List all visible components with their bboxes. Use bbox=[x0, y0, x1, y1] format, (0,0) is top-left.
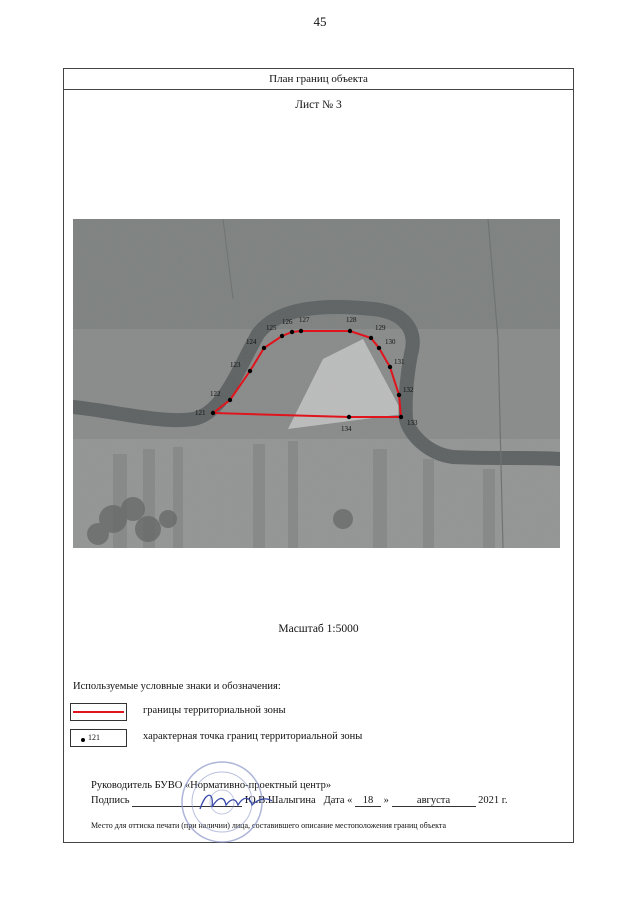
sheet-number: Лист № 3 bbox=[295, 99, 342, 111]
boundary-point-label-123: 123 bbox=[230, 361, 241, 369]
legend-item-boundary bbox=[70, 703, 550, 725]
point-symbol bbox=[70, 729, 127, 747]
boundary-point-label-131: 131 bbox=[394, 358, 405, 366]
boundary-point-label-122: 122 bbox=[210, 390, 221, 398]
page-number: 45 bbox=[313, 14, 327, 29]
boundary-point-124 bbox=[262, 346, 266, 350]
boundary-point-label-125: 125 bbox=[266, 324, 277, 332]
handwritten-signature-image bbox=[196, 787, 276, 817]
date-day: 18 bbox=[355, 795, 381, 807]
boundary-point-label-128: 128 bbox=[346, 316, 357, 324]
signature-line bbox=[91, 795, 508, 807]
signature-org-line: Руководитель БУВО «Нормативно-проектный центр» bbox=[91, 780, 332, 791]
texture-overlay bbox=[73, 219, 560, 548]
boundary-point-134 bbox=[347, 415, 351, 419]
date-year: 2021 г. bbox=[478, 795, 508, 806]
point-dot-icon bbox=[81, 738, 85, 742]
date-close: » bbox=[383, 795, 389, 806]
boundary-point-125 bbox=[280, 334, 284, 338]
legend-title: Используемые условные знаки и обозначения: bbox=[73, 681, 281, 692]
date-month: августа bbox=[392, 795, 476, 807]
legend-text: характерная точка границ территориальной зоны bbox=[143, 731, 363, 742]
red-line-icon bbox=[73, 711, 124, 713]
boundary-point-129 bbox=[369, 336, 373, 340]
boundary-point-122 bbox=[228, 398, 232, 402]
boundary-point-label-130: 130 bbox=[385, 338, 396, 346]
legend-text: границы территориальной зоны bbox=[143, 705, 286, 716]
boundary-point-label-124: 124 bbox=[246, 338, 257, 346]
boundary-point-label-126: 126 bbox=[282, 318, 293, 326]
map-canvas bbox=[73, 219, 560, 548]
sheet-frame bbox=[63, 68, 574, 843]
boundary-point-label-132: 132 bbox=[403, 386, 414, 394]
boundary-point-label-127: 127 bbox=[299, 316, 310, 324]
boundary-point-131 bbox=[388, 365, 392, 369]
boundary-point-132 bbox=[397, 393, 401, 397]
boundary-point-123 bbox=[248, 369, 252, 373]
sign-label: Подпись bbox=[91, 795, 130, 806]
boundary-point-126 bbox=[290, 330, 294, 334]
boundary-point-label-133: 133 bbox=[407, 419, 418, 427]
date-label: Дата « bbox=[323, 795, 353, 806]
boundary-line-symbol bbox=[70, 703, 127, 721]
sheet-title: План границ объекта bbox=[64, 69, 573, 90]
legend-item-point bbox=[70, 729, 550, 751]
satellite-map bbox=[73, 219, 560, 548]
map-scale: Масштаб 1:5000 bbox=[278, 623, 359, 635]
boundary-point-130 bbox=[377, 346, 381, 350]
boundary-point-label-134: 134 bbox=[341, 425, 352, 433]
boundary-point-127 bbox=[299, 329, 303, 333]
boundary-point-label-129: 129 bbox=[375, 324, 386, 332]
stamp-note: Место для оттиска печати (при наличии) лица, составившего описание местоположения границ объекта bbox=[91, 821, 447, 830]
boundary-point-128 bbox=[348, 329, 352, 333]
boundary-point-121 bbox=[211, 411, 215, 415]
boundary-point-label-121: 121 bbox=[195, 409, 206, 417]
point-symbol-label: 121 bbox=[88, 733, 100, 742]
boundary-point-133 bbox=[399, 415, 403, 419]
signer-name: Ю.В.Шалыгина bbox=[244, 795, 316, 806]
